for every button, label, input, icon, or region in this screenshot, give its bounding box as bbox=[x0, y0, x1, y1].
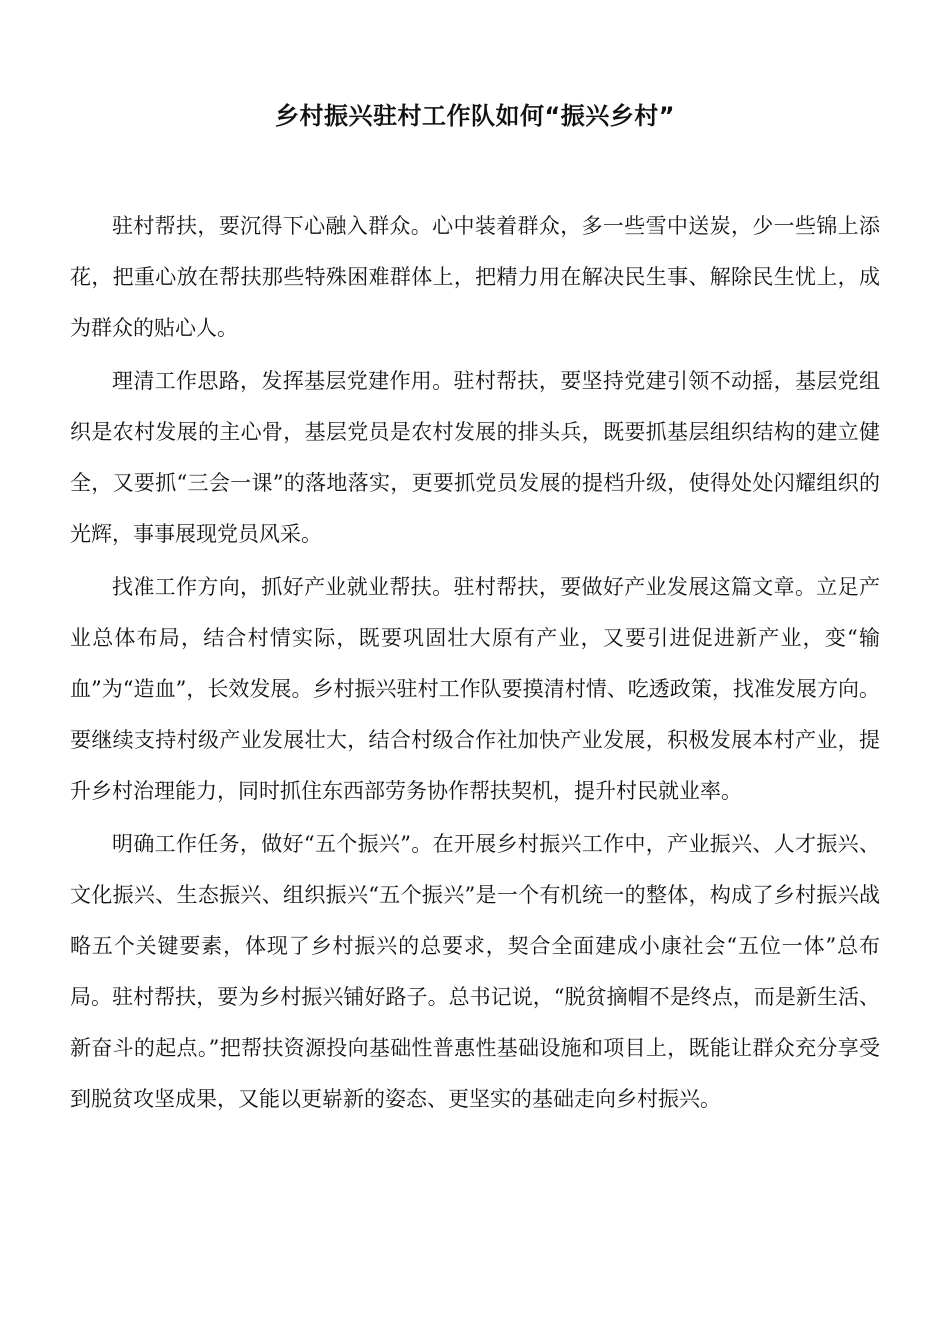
paragraph: 明确工作任务，做好“五个振兴”。在开展乡村振兴工作中，产业振兴、人才振兴、文化振兴、生态振兴、组织振兴“五个振兴”是一个有机统一的整体，构成了乡村振兴战略五个关键要素，体现了乡村振兴的总要求，契合全面建成小康社会“五位一体”总布局。驻村帮扶，要为乡村振兴铺好路子。总书记说，“脱贫摘帽不是终点，而是新生活、新奋斗的起点。”把帮扶资源投向基础性普惠性基础设施和项目上，既能让群众充分享受到脱贫攻坚成果，又能以更崭新的姿态、更坚实的基础走向乡村振兴。 bbox=[70, 832, 880, 1111]
document-body bbox=[70, 201, 880, 1127]
document-title: 乡村振兴驻村工作队如何“振兴乡村” bbox=[274, 102, 676, 130]
paragraph: 理清工作思路，发挥基层党建作用。驻村帮扶，要坚持党建引领不动摇，基层党组织是农村发展的主心骨，基层党员是农村发展的排头兵，既要抓基层组织结构的建立健全，又要抓“三会一课”的落地落实，更要抓党员发展的提档升级，使得处处闪耀组织的光辉，事事展现党员风采。 bbox=[70, 369, 880, 546]
paragraph: 找准工作方向，抓好产业就业帮扶。驻村帮扶，要做好产业发展这篇文章。立足产业总体布局，结合村情实际，既要巩固壮大原有产业，又要引进促进新产业，变“输血”为“造血”，长效发展。乡村振兴驻村工作队要摸清村情、吃透政策，找准发展方向。要继续支持村级产业发展壮大，结合村级合作社加快产业发展，积极发展本村产业，提升乡村治理能力，同时抓住东西部劳务协作帮扶契机，提升村民就业率。 bbox=[70, 575, 880, 803]
paragraph: 驻村帮扶，要沉得下心融入群众。心中装着群众，多一些雪中送炭，少一些锦上添花，把重心放在帮扶那些特殊困难群体上，把精力用在解决民生事、解除民生忧上，成为群众的贴心人。 bbox=[70, 214, 880, 340]
